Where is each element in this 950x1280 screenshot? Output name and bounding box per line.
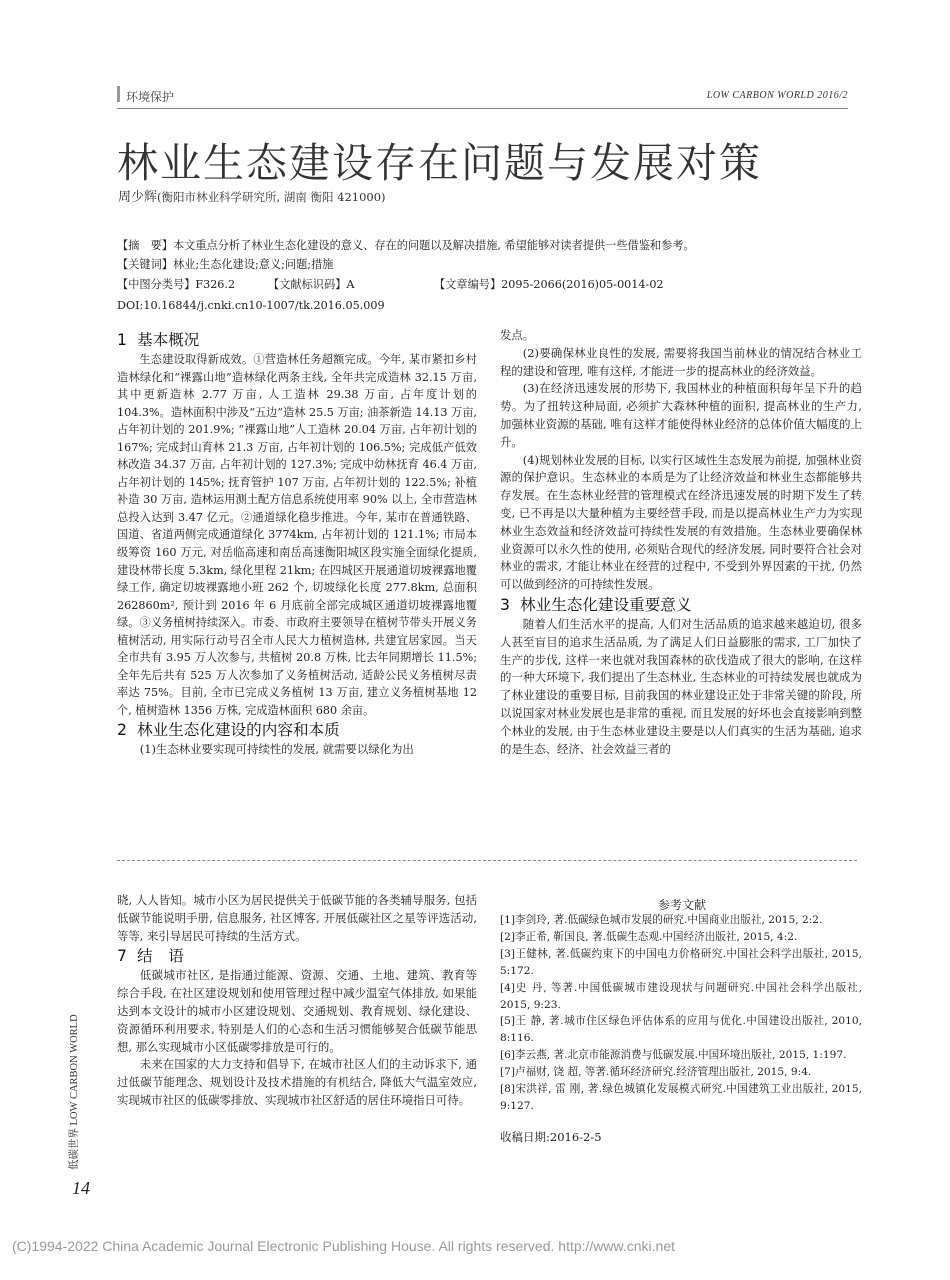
document-code: 【文献标识码】A bbox=[268, 278, 355, 291]
lower-left-column bbox=[117, 892, 477, 1110]
clc-number: 【中图分类号】F326.2 bbox=[117, 278, 236, 291]
header-section-label: 环境保护 bbox=[126, 90, 175, 104]
section-1-heading bbox=[117, 329, 477, 351]
section-title: 结 语 bbox=[137, 947, 184, 966]
section-number: 2 bbox=[117, 721, 127, 740]
paragraph: (3)在经济迅速发展的形势下, 我国林业的种植面积每年呈下升的趋势。为了扭转这种局面, 必须扩大森林种植的面积, 提高林业的生产力, 加强林业资源的基础, 唯有这样才能使得林业经济的总体价值大幅度的上升。 bbox=[500, 381, 862, 449]
page-number: 14 bbox=[72, 1178, 90, 1198]
section-title: 林业生态化建设重要意义 bbox=[520, 595, 692, 614]
keywords: 【关键词】林业;生态化建设;意义;问题;措施 bbox=[117, 258, 334, 271]
paragraph: 未来在国家的大力支持和倡导下, 在城市社区人们的主动诉求下, 通过低碳节能理念、规划设计及技术措施的有机结合, 降低大气温室效应, 实现城市社区的低碳零排放、实现城市社区舒适的居住环境指日可待。 bbox=[117, 1057, 477, 1107]
section-number: 3 bbox=[500, 595, 510, 614]
section-divider bbox=[117, 860, 857, 861]
left-column bbox=[117, 329, 477, 759]
paragraph: (1)生态林业要实现可持续性的发展, 就需要以绿化为出 bbox=[139, 742, 414, 757]
side-journal-label: 低碳世界 LOW CARBON WORLD bbox=[69, 1014, 80, 1170]
paragraph: 生态建设取得新成效。①营造林任务超额完成。今年, 某市紧扣乡村造林绿化和“裸露山地”造林绿化两条主线, 全年共完成造林 32.15 万亩, 其中更新造林 2.77 万亩, 人工造林 29.38 万亩, 占年度计划的 104.3%。造林面积中涉及“五边”造林 25.5 万亩; 油茶新造 14.13 万亩, 占年初计划的 201.9%; “裸露山地”人工造林 20.04 万亩, 占年初计划的 167%; 完成封山育林 21.3 万亩, 占年初计划的 106.5%; 完成低产低效林改造 34.37 万亩, 占年初计划的 127.3%; 完成中幼林抚育 46.4 万亩, 占年初计划的 145%; 抚育管护 107 万亩, 占年初计划的 122.5%; 补植补造 30 万亩, 造林运用测土配方信息系统使用率 90% 以上, 全市营造林总投入达到 3.47 亿元。②通道绿化稳步推进。今年, 某市在普通铁路、国道、省道两侧完成通道绿化 3774km, 占年初计划的 121.1%; 市局本级筹资 160 万元, 对岳临高速和南岳高速衡阳城区段实施全面绿化提质, 建设林带长度 5.3km, 绿化里程 21km; 在四城区开展通道切坡裸露地覆绿工作, 确定切坡裸露地小班 262 个, 切坡绿化长度 277.8km, 总面积 262860m², 预计到 2016 年 6 月底前全部完成城区通道切坡裸露地覆绿。③义务植树持续深入。市委、市政府主要领导在植树节带头开展义务植树活动, 用实际行动号召全市人民大力植树造林, 共建宜居家园。当天全市共有 3.95 万人次参与, 共植树 20.8 万株, 比去年同期增长 11.5%; 全年先后共有 525 万人次参加了义务植树活动, 适龄公民义务植树尽责率达 75%。目前, 全市已完成义务植树 13 万亩, 建立义务植树基地 12 个, 植树造林 1356 万株, 完成造林面积 680 余亩。 bbox=[117, 353, 477, 717]
references-list bbox=[500, 912, 862, 1146]
paragraph: 随着人们生活水平的提高, 人们对生活品质的追求越来越迫切, 很多人甚至盲目的追求生活品质, 为了满足人们日益膨胀的需求, 工厂加快了生产的步伐, 这样一来也就对我国森林的砍伐造成了很大的影响, 在这样的一种大环境下, 我们提出了生态林业, 生态林业的可持续发展也就成为了林业建设的重要目标, 目前我国的林业建设正处于非常关键的阶段, 所以说国家对林业发展也是非常的重视, 而且发展的好坏也会直接影响到整个林业的发展, 由于生态林业建设主要是以人们真实的生活为基础, 追求的是生态、经济、社会效益三者的 bbox=[500, 616, 862, 756]
header-marker-bar bbox=[117, 86, 120, 102]
paragraph: (2)要确保林业良性的发展, 需要将我国当前林业的情况结合林业工程的建设和管理, 唯有这样, 才能进一步的提高林业的经济效益。 bbox=[500, 345, 862, 378]
copyright-footer: (C)1994-2022 China Academic Journal Electronic Publishing House. All rights reserved. http://www.cnki.net bbox=[12, 1238, 675, 1254]
author-name: 周少辉 bbox=[118, 190, 158, 205]
right-column bbox=[500, 327, 862, 758]
reference-item: [7]卢福财, 饶 超, 等著.循环经济研究.经济管理出版社, 2015, 9:4. bbox=[500, 1066, 812, 1079]
section-number: 7 bbox=[117, 947, 127, 966]
author-affiliation: (衡阳市林业科学研究所, 湖南 衡阳 421000) bbox=[157, 190, 386, 204]
reference-item: [3]王健林, 著.低碳约束下的中国电力价格研究.中国社会科学出版社, 2015, 5:172. bbox=[500, 947, 862, 977]
section-7-heading bbox=[117, 945, 477, 967]
section-title: 基本概况 bbox=[137, 331, 200, 349]
reference-item: [4]史 丹, 等著.中国低碳城市建设现状与问题研究.中国社会科学出版社, 2015, 9:23. bbox=[500, 981, 862, 1011]
doi: DOI:10.16844/j.cnki.cn10-1007/tk.2016.05.009 bbox=[117, 299, 385, 312]
section-number: 1 bbox=[117, 331, 127, 349]
abstract: 【摘 要】本文重点分析了林业生态化建设的意义、存在的问题以及解决措施, 希望能够对读者提供一些借鉴和参考。 bbox=[117, 239, 695, 252]
reference-item: [6]李云燕, 著.北京市能源消费与低碳发展.中国环境出版社, 2015, 1:197. bbox=[500, 1049, 847, 1062]
paragraph: 低碳城市社区, 是指通过能源、资源、交通、土地、建筑、教育等综合手段, 在社区建设规划和使用管理过程中减少温室气体排放, 如果能达到本文设计的城市小区建设规划、交通规划、教育规划、绿化建设、资源循环利用要求, 特别是人们的心态和生活习惯能够契合低碳节能思想, 那么实现城市小区低碳零排放是可行的。 bbox=[117, 968, 477, 1054]
paragraph: 发点。 bbox=[500, 328, 535, 342]
section-3-heading bbox=[500, 594, 862, 616]
header-rule bbox=[117, 108, 848, 109]
author-line bbox=[118, 186, 386, 205]
reference-item: [8]宋洪祥, 雷 刚, 著.绿色城镇化发展模式研究.中国建筑工业出版社, 2015, 9:127. bbox=[500, 1083, 862, 1112]
section-title: 林业生态化建设的内容和本质 bbox=[137, 721, 340, 740]
article-title: 林业生态建设存在问题与发展对策 bbox=[117, 139, 762, 187]
article-number: 【文章编号】2095-2066(2016)05-0014-02 bbox=[434, 278, 664, 291]
reference-item: [1]李剑玲, 著.低碳绿色城市发展的研究.中国商业出版社, 2015, 2:2. bbox=[500, 914, 823, 926]
received-date: 收稿日期:2016-2-5 bbox=[500, 1129, 602, 1144]
section-2-heading bbox=[117, 719, 477, 741]
reference-item: [5]王 静, 著.城市住区绿色评估体系的应用与优化.中国建设出版社, 2010, 8:116. bbox=[500, 1015, 862, 1045]
paragraph: 晓, 人人皆知。城市小区为居民提供关于低碳节能的各类辅导服务, 包括低碳节能说明手册, 信息服务, 社区博客, 开展低碳社区之星等评选活动, 等等, 来引导居民可持续的生活方式。 bbox=[117, 893, 477, 943]
reference-item: [2]李正希, 靳国良, 著.低碳生态观.中国经济出版社, 2015, 4:2. bbox=[500, 930, 798, 943]
header-journal-name: LOW CARBON WORLD 2016/2 bbox=[706, 90, 848, 101]
paragraph: (4)规划林业发展的目标, 以实行区域性生态发展为前提, 加强林业资源的保护意识。生态林业的本质是为了让经济效益和林业生态都能够共存发展。在生态林业经营的管理模式在经济迅速发展的时期下发生了转变, 已不再是以大量种植为主要经营手段, 而是以提高林业生产力为实现林业生态效益和经济效益可持续性发展的有效措施。生态林业要确保林业资源可以永久性的使用, 必须贴合现代的经济发展, 同时要符合社会对林业的需求, 才能让林业在经营的过程中, 不受到外界因素的干扰, 仍然可以做到经济的可持续性发展。 bbox=[500, 452, 862, 592]
references-title: 参考文献 bbox=[658, 898, 707, 912]
